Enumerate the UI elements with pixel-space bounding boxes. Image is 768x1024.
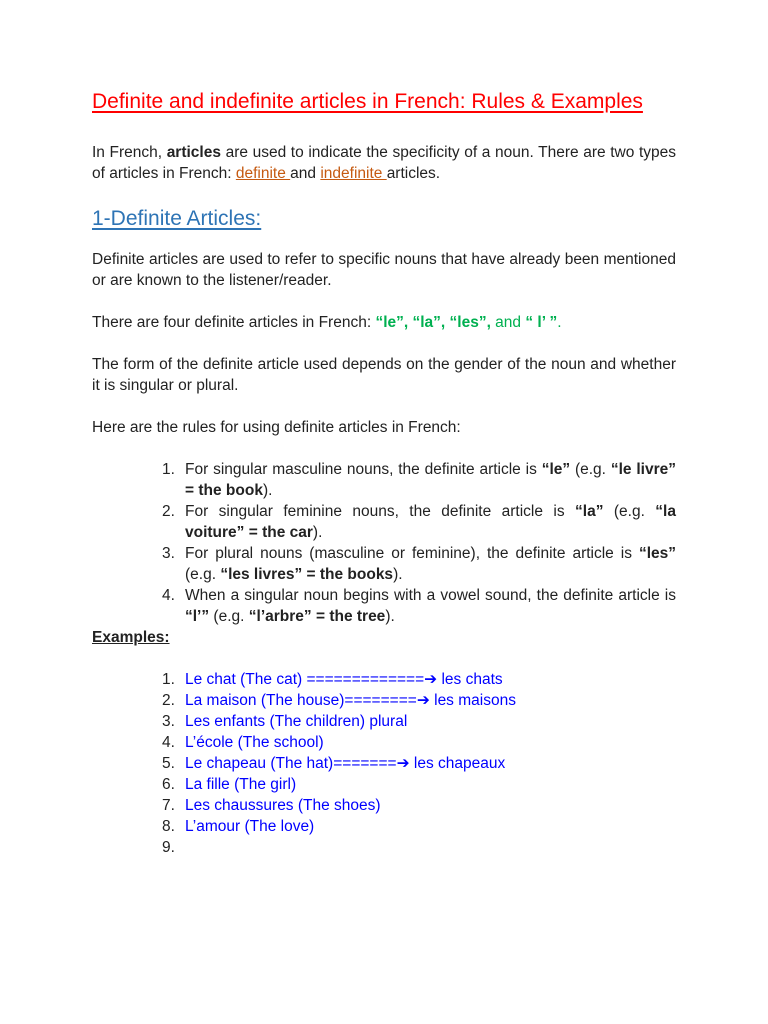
intro-text: and bbox=[290, 165, 321, 182]
examples-heading: Examples: bbox=[92, 629, 170, 646]
rule-item bbox=[92, 585, 676, 627]
example-item bbox=[92, 732, 676, 753]
arrow-right-icon: ➔ bbox=[416, 692, 430, 709]
example-text: La maison (The house)======== bbox=[185, 692, 417, 709]
rule-text: For singular masculine nouns, the definite article is bbox=[185, 461, 542, 478]
para-text: There are four definite articles in French: bbox=[92, 314, 376, 331]
indefinite-link[interactable]: indefinite bbox=[320, 165, 387, 182]
rule-number: 3. bbox=[162, 545, 175, 562]
example-item bbox=[92, 669, 676, 690]
intro-text: articles. bbox=[386, 165, 441, 182]
rule-text: For plural nouns (masculine or feminine), the definite article is bbox=[185, 545, 639, 562]
rule-article: “le” bbox=[541, 461, 571, 478]
intro-text: are used to indicate the specificity of a noun. There are two types of articles in French: bbox=[92, 144, 676, 182]
example-plural: les maisons bbox=[429, 692, 516, 709]
paragraph-form: The form of the definite article used depends on the gender of the noun and whether it is singular or plural. bbox=[92, 356, 676, 394]
example-number: 6. bbox=[162, 776, 175, 793]
page-title: Definite and indefinite articles in French: Rules & Examples bbox=[92, 90, 643, 113]
example-text: L’amour (The love) bbox=[185, 818, 315, 835]
rule-number: 2. bbox=[162, 503, 175, 520]
rule-text: ). bbox=[385, 608, 395, 625]
example-text: L’école (The school) bbox=[185, 734, 324, 751]
example-number: 8. bbox=[162, 818, 175, 835]
rule-example: “le livre” = the book bbox=[185, 461, 677, 499]
rule-article: “l’” bbox=[185, 608, 210, 625]
rule-text: (e.g. bbox=[570, 461, 611, 478]
rule-text: (e.g. bbox=[209, 608, 249, 625]
example-number: 7. bbox=[162, 797, 175, 814]
rule-text: (e.g. bbox=[185, 566, 221, 583]
intro-text: In French, bbox=[92, 144, 167, 161]
rule-number: 4. bbox=[162, 587, 175, 604]
example-number: 1. bbox=[162, 671, 175, 688]
example-item bbox=[92, 711, 676, 732]
articles-end: . bbox=[557, 314, 562, 331]
arrow-right-icon: ➔ bbox=[424, 671, 438, 688]
rule-item bbox=[92, 459, 676, 501]
rule-example: “les livres” = the books bbox=[220, 566, 394, 583]
example-text: Les chaussures (The shoes) bbox=[185, 797, 381, 814]
rule-item bbox=[92, 501, 676, 543]
example-item bbox=[92, 774, 676, 795]
example-plural: les chats bbox=[437, 671, 503, 688]
rules-list bbox=[92, 459, 676, 627]
articles-and: and bbox=[490, 314, 526, 331]
rule-article: “les” bbox=[638, 545, 676, 562]
example-text: Le chat (The cat) ============= bbox=[185, 671, 425, 688]
paragraph-rules-intro: Here are the rules for using definite articles in French: bbox=[92, 419, 461, 436]
example-text: La fille (The girl) bbox=[185, 776, 297, 793]
rule-item bbox=[92, 543, 676, 585]
rule-text: ). bbox=[312, 524, 323, 541]
example-text: Le chapeau (The hat)======= bbox=[185, 755, 397, 772]
example-number: 5. bbox=[162, 755, 175, 772]
articles-highlight-last: “ l’ ” bbox=[525, 314, 558, 331]
example-item bbox=[92, 795, 676, 816]
rule-article: “la” bbox=[575, 503, 604, 520]
paragraph-definition: Definite articles are used to refer to specific nouns that have already been mentioned or are known to the listener/reader. bbox=[92, 251, 676, 289]
example-item bbox=[92, 816, 676, 837]
example-plural: les chapeaux bbox=[409, 755, 506, 772]
rule-number: 1. bbox=[162, 461, 175, 478]
definite-link[interactable]: definite bbox=[235, 165, 291, 182]
example-number: 4. bbox=[162, 734, 175, 751]
intro-paragraph bbox=[92, 142, 676, 184]
example-number: 2. bbox=[162, 692, 175, 709]
rule-text: ). bbox=[393, 566, 403, 583]
example-item bbox=[92, 753, 676, 774]
intro-bold: articles bbox=[166, 144, 221, 161]
rule-text: ). bbox=[262, 482, 273, 499]
examples-list bbox=[92, 669, 676, 856]
rule-text: For singular feminine nouns, the definite article is bbox=[185, 503, 576, 520]
paragraph-four-articles bbox=[92, 312, 676, 333]
example-item bbox=[92, 690, 676, 711]
rule-example: “la voiture” = the car bbox=[185, 503, 676, 541]
articles-highlight: “le”, “la”, “les”, bbox=[375, 314, 491, 331]
rule-example: “l’arbre” = the tree bbox=[248, 608, 386, 625]
section-heading: 1-Definite Articles: bbox=[92, 207, 262, 230]
arrow-right-icon: ➔ bbox=[396, 755, 410, 772]
example-number: 3. bbox=[162, 713, 175, 730]
example-number: 9. bbox=[162, 839, 175, 856]
example-text: Les enfants (The children) plural bbox=[185, 713, 408, 730]
rule-text: When a singular noun begins with a vowel sound, the definite article is bbox=[185, 587, 676, 604]
rule-text: (e.g. bbox=[603, 503, 656, 520]
